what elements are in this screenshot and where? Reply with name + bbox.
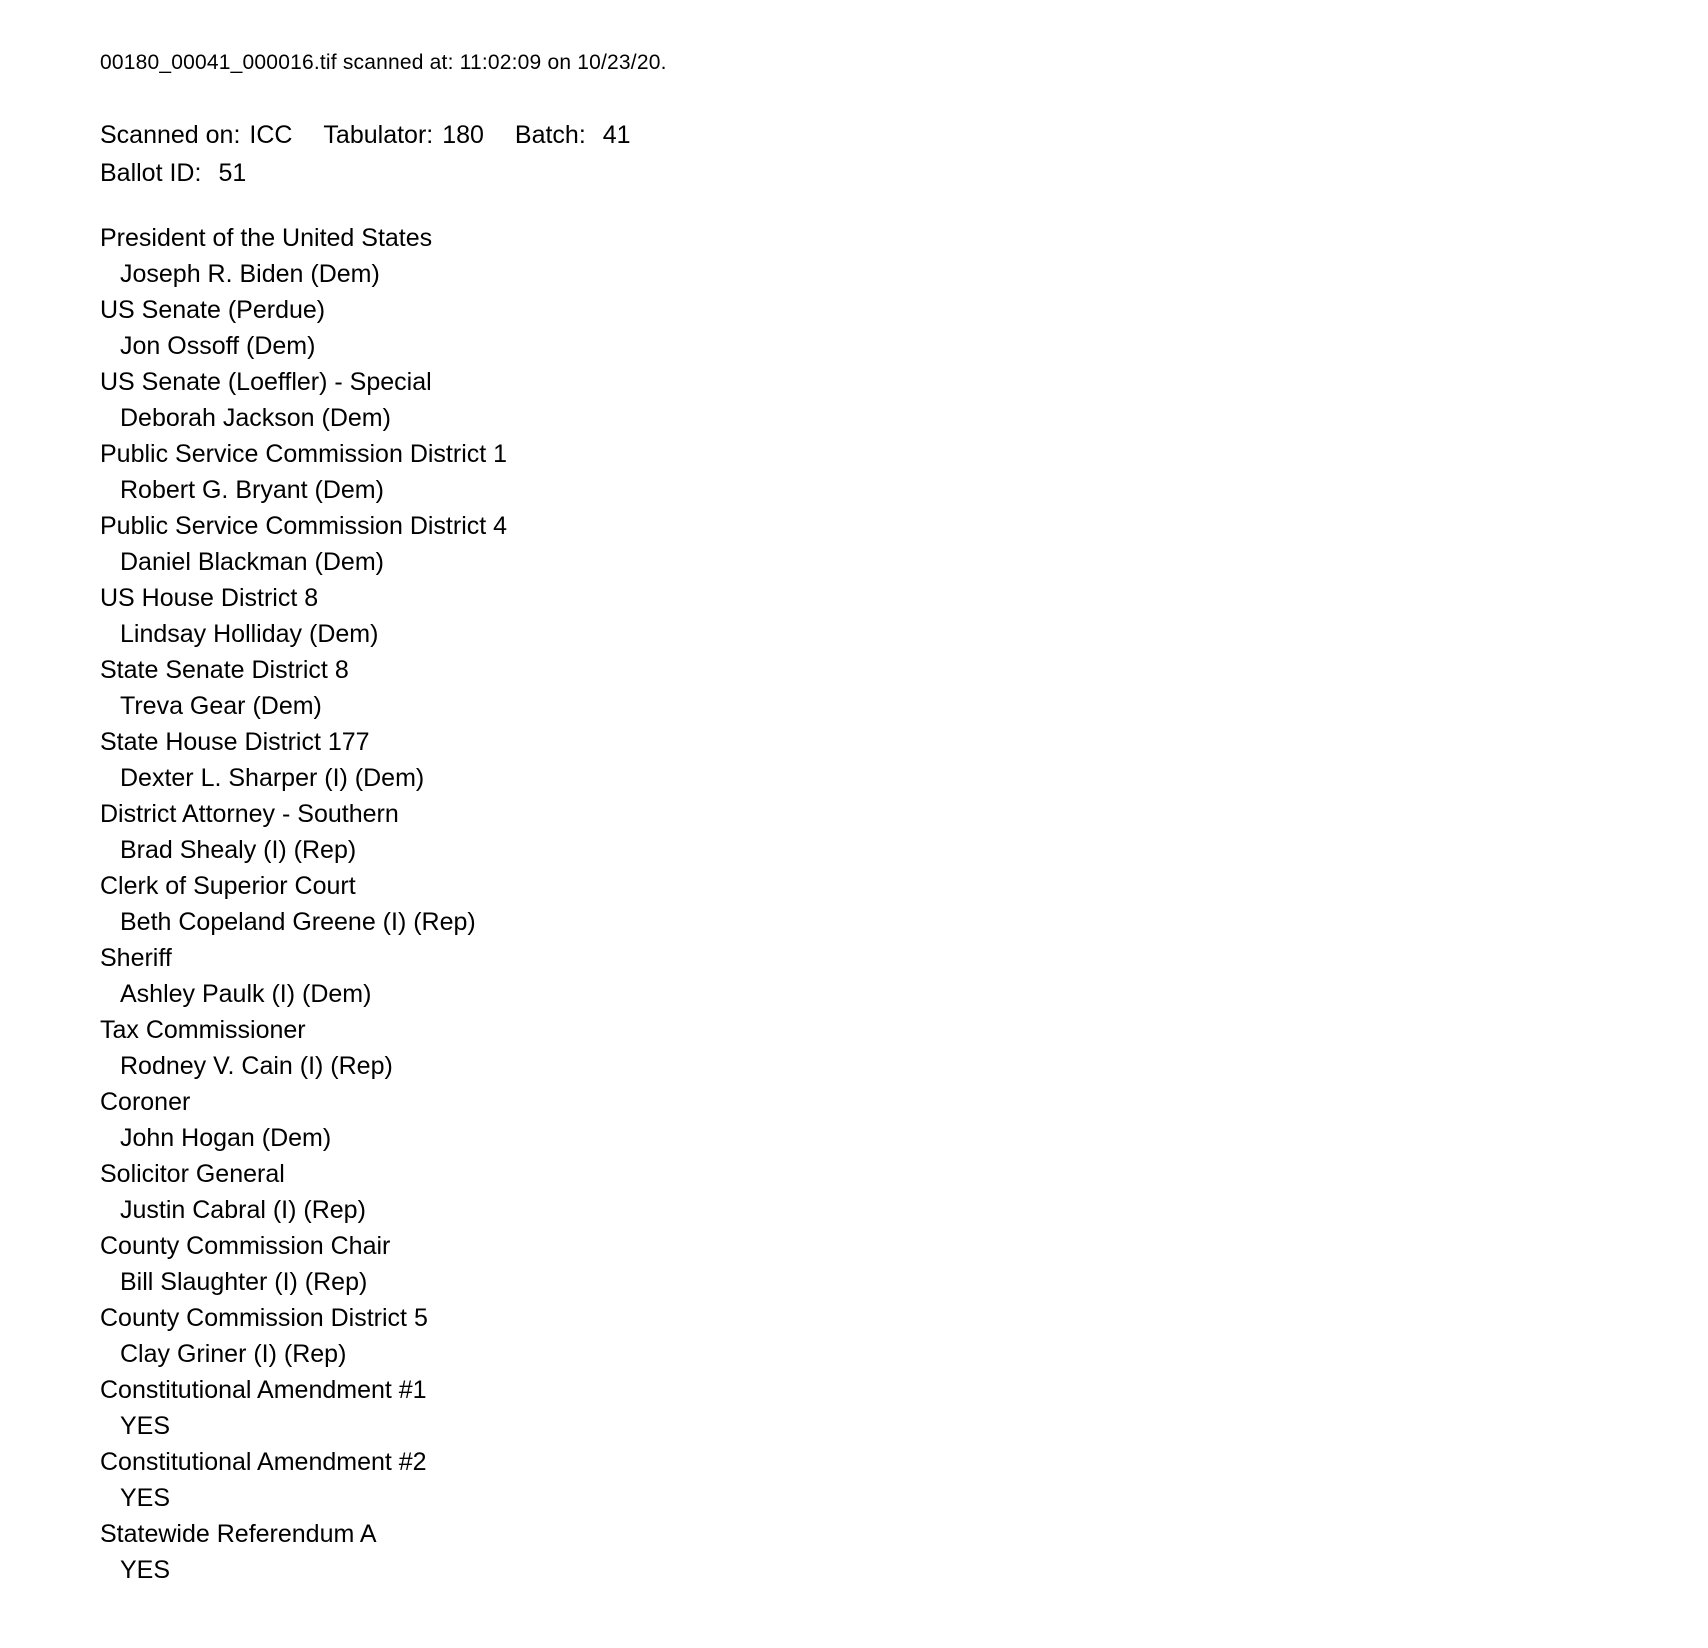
contest-office: Sheriff [100,944,172,972]
ballot-id-value: 51 [218,159,247,187]
scanned-on-field [100,116,292,154]
contest-office: County Commission Chair [100,1232,391,1260]
contest-row [100,580,1648,652]
contest-row [100,724,1648,796]
ballot-id-line [100,154,1648,192]
contest-row [100,364,1648,436]
ballot-id-field [100,154,246,192]
contest-row [100,436,1648,508]
contest-selection: YES [120,1556,171,1584]
contest-office: US House District 8 [100,584,319,612]
contest-office: Public Service Commission District 1 [100,440,508,468]
contest-office: US Senate (Perdue) [100,296,326,324]
contest-selection: Justin Cabral (I) (Rep) [120,1196,366,1224]
contest-selection: Bill Slaughter (I) (Rep) [120,1268,368,1296]
contest-selection: Clay Griner (I) (Rep) [120,1340,347,1368]
contest-selection: Jon Ossoff (Dem) [120,332,316,360]
tabulator-field [323,116,484,154]
contest-office: Tax Commissioner [100,1016,306,1044]
contest-selection: YES [120,1412,171,1440]
contest-selection: Brad Shealy (I) (Rep) [120,836,357,864]
scanned-on-value: ICC [249,121,293,149]
contest-row [100,1444,1648,1516]
contest-selection: Treva Gear (Dem) [120,692,322,720]
contest-office: Solicitor General [100,1160,285,1188]
contest-office: Constitutional Amendment #2 [100,1448,427,1476]
contest-row [100,292,1648,364]
contest-row [100,220,1648,292]
contest-office: Clerk of Superior Court [100,872,356,900]
contest-row [100,1228,1648,1300]
contest-row [100,652,1648,724]
contest-office: County Commission District 5 [100,1304,428,1332]
contest-office: District Attorney - Southern [100,800,399,828]
scan-filename-line: 00180_00041_000016.tif scanned at: 11:02:09 on 10/23/20. [100,51,667,74]
batch-label: Batch: [514,121,586,149]
scan-meta-block [100,116,1648,192]
contest-selection: Deborah Jackson (Dem) [120,404,391,432]
contest-row [100,868,1648,940]
tabulator-label: Tabulator: [323,121,434,149]
contest-office: US Senate (Loeffler) - Special [100,368,432,396]
contest-row [100,796,1648,868]
batch-value: 41 [602,121,631,149]
contest-selection: Ashley Paulk (I) (Dem) [120,980,372,1008]
contest-row [100,1516,1648,1588]
scanned-on-label: Scanned on: [100,121,241,149]
batch-field [515,116,631,154]
contest-selection: Lindsay Holliday (Dem) [120,620,379,648]
contest-office: State Senate District 8 [100,656,349,684]
contest-list [100,220,1648,1588]
contest-selection: Joseph R. Biden (Dem) [120,260,380,288]
contest-office: State House District 177 [100,728,370,756]
contest-row [100,1156,1648,1228]
contest-row [100,1372,1648,1444]
contest-selection: Rodney V. Cain (I) (Rep) [120,1052,393,1080]
contest-office: Statewide Referendum A [100,1520,377,1548]
contest-row [100,1084,1648,1156]
contest-office: President of the United States [100,224,433,252]
scan-meta-line [100,116,1648,154]
contest-selection: Beth Copeland Greene (I) (Rep) [120,908,476,936]
contest-office: Constitutional Amendment #1 [100,1376,427,1404]
contest-row [100,508,1648,580]
contest-selection: Daniel Blackman (Dem) [120,548,384,576]
contest-selection: YES [120,1484,171,1512]
contest-office: Coroner [100,1088,191,1116]
ballot-id-label: Ballot ID: [100,159,202,187]
contest-office: Public Service Commission District 4 [100,512,508,540]
tabulator-value: 180 [442,121,484,149]
contest-selection: Robert G. Bryant (Dem) [120,476,384,504]
contest-row [100,940,1648,1012]
contest-row [100,1300,1648,1372]
contest-selection: John Hogan (Dem) [120,1124,332,1152]
contest-selection: Dexter L. Sharper (I) (Dem) [120,764,425,792]
contest-row [100,1012,1648,1084]
